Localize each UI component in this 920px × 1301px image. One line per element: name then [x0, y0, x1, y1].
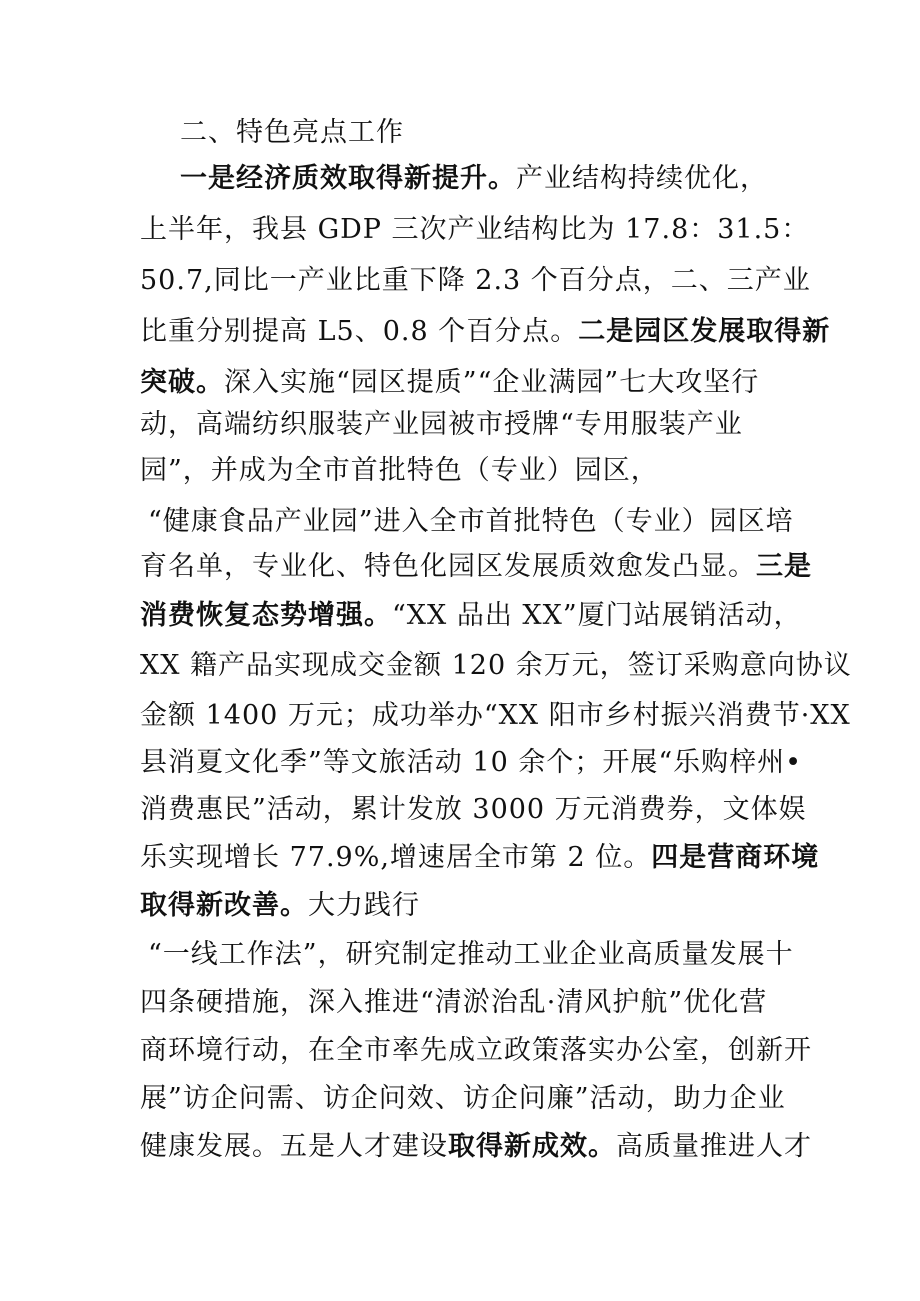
paragraph-line — [140, 597, 802, 635]
paragraph-line — [140, 1128, 812, 1166]
paragraph-line — [148, 503, 794, 541]
point-four-title: 四是营商环境 — [651, 842, 820, 873]
paragraph-line — [140, 364, 780, 402]
text-run: 展”访企问需、访企问效、访企问廉”活动，助力企业 — [140, 1083, 786, 1114]
text-run: 育名单，专业化、特色化园区发展质效愈发凸显。 — [140, 551, 756, 582]
text-run: “一线工作法”，研究制定推动工业企业高质量发展十 — [148, 939, 794, 970]
paragraph-line — [148, 936, 794, 974]
text-run: 金额 1400 万元；成功举办“XX 阳市乡村振兴消费节·XX — [140, 700, 851, 731]
text-run: 大力践行 — [308, 890, 420, 921]
paragraph-line — [140, 984, 780, 1022]
paragraph-line — [140, 1080, 786, 1118]
paragraph-line — [180, 160, 780, 198]
paragraph-line — [140, 262, 811, 300]
point-two-title-end: 突破。 — [140, 367, 224, 398]
point-three-title: 三是 — [756, 551, 812, 582]
paragraph-line — [140, 839, 820, 877]
text-run: 园”，并成为全市首批特色（专业）园区， — [140, 455, 659, 486]
paragraph-line — [140, 313, 831, 351]
text-run: 健康发展。五是人才建设 — [140, 1131, 448, 1162]
paragraph-line — [140, 211, 810, 249]
paragraph-line — [140, 697, 851, 735]
paragraph-line — [140, 1032, 812, 1070]
paragraph-line — [140, 548, 812, 586]
point-three-title-end: 消费恢复态势增强。 — [140, 600, 392, 631]
section-heading — [180, 114, 820, 152]
text-run: 产业结构持续优化， — [516, 163, 768, 194]
text-run: 乐实现增长 77.9%,增速居全市第 2 位。 — [140, 842, 652, 873]
text-run: 上半年，我县 GDP 三次产业结构比为 17.8：31.5： — [140, 214, 810, 245]
text-run: 动，高端纺织服装产业园被市授牌“专用服装产业 — [140, 409, 743, 440]
text-run: 高质量推进人才 — [616, 1131, 812, 1162]
paragraph-line — [140, 744, 803, 782]
paragraph-line — [140, 647, 852, 685]
paragraph-line — [140, 406, 780, 444]
text-run: “健康食品产业园”进入全市首批特色（专业）园区培 — [148, 506, 794, 537]
point-two-title: 二是园区发展取得新 — [578, 316, 831, 347]
text-run: XX 籍产品实现成交金额 120 余万元，签订采购意向协议 — [140, 650, 852, 681]
heading-text: 二、特色亮点工作 — [180, 117, 404, 148]
paragraph-line — [140, 791, 807, 829]
point-four-title-end: 取得新改善。 — [140, 890, 308, 921]
paragraph-line — [140, 887, 780, 925]
text-run: 比重分别提高 L5、0.8 个百分点。 — [140, 316, 579, 347]
text-run: 四条硬措施，深入推进“清淤治乱·清风护航”优化营 — [140, 987, 768, 1018]
text-run: 深入实施“园区提质”“企业满园”七大攻坚行 — [224, 367, 760, 398]
text-run: 县消夏文化季”等文旅活动 10 余个；开展“乐购梓州• — [140, 747, 803, 778]
text-run: 商环境行动，在全市率先成立政策落实办公室，创新开 — [140, 1035, 812, 1066]
point-five-title-end: 取得新成效。 — [448, 1131, 616, 1162]
text-run: 消费惠民”活动，累计发放 3000 万元消费券，文体娱 — [140, 794, 807, 825]
point-one-title: 一是经济质效取得新提升。 — [180, 163, 516, 194]
text-run: 50.7,同比一产业比重下降 2.3 个百分点，二、三产业 — [140, 265, 811, 296]
text-run: “XX 品出 XX”厦门站展销活动， — [392, 600, 802, 631]
paragraph-line — [140, 452, 780, 490]
